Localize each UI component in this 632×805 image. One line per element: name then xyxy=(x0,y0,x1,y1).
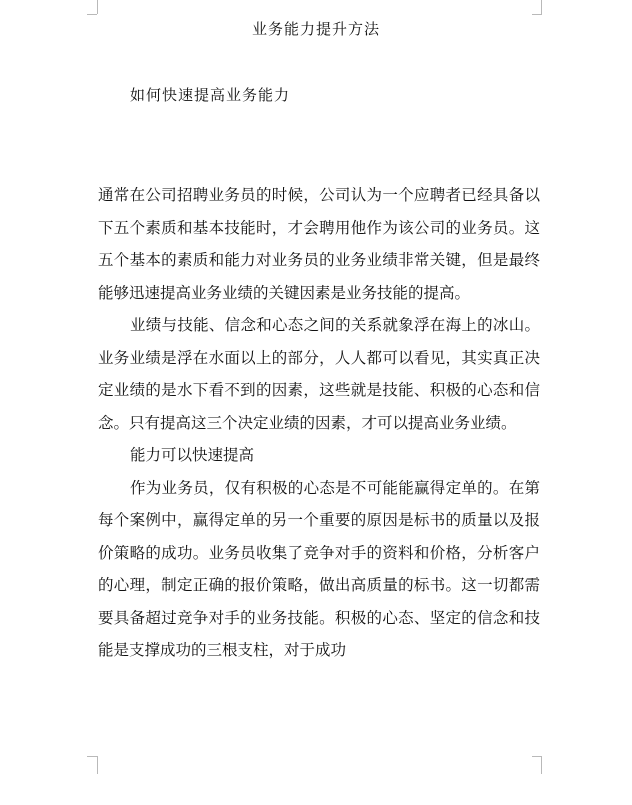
document-subtitle: 如何快速提高业务能力 xyxy=(130,86,291,104)
page-corner-mark xyxy=(532,14,542,15)
paragraph: 通常在公司招聘业务员的时候，公司认为一个应聘者已经具备以下五个素质和基本技能时，才会聘用他作为该公司的业务员。这五个基本的素质和能力对业务员的业务业绩非常关键，但是最终能够迅速提高业务业绩的关键因素是业务技能的提高。 xyxy=(98,186,540,302)
page-corner-mark xyxy=(87,756,97,757)
document-title: 业务能力提升方法 xyxy=(251,20,380,38)
page-corner-mark xyxy=(532,756,542,757)
page-corner-mark xyxy=(87,756,98,774)
document-body xyxy=(98,179,540,667)
page-corner-mark xyxy=(541,756,552,774)
page-corner-mark xyxy=(87,0,98,14)
paragraph: 作为业务员，仅有积极的心态是不可能能赢得定单的。在第每个案例中，赢得定单的另一个重要的原因是标书的质量以及报价策略的成功。业务员收集了竞争对手的资料和价格，分析客户的心理，制定正确的报价策略，做出高质量的标书。这一切都需要具备超过竞争对手的业务技能。积极的心态、坚定的信念和技能是支撑成功的三根支柱，对于成功 xyxy=(98,478,540,659)
section-heading: 能力可以快速提高 xyxy=(130,446,255,464)
page-corner-mark xyxy=(87,14,97,15)
paragraph: 业绩与技能、信念和心态之间的关系就象浮在海上的冰山。业务业绩是浮在水面以上的部分，人人都可以看见，其实真正决定业绩的是水下看不到的因素，这些就是技能、积极的心态和信念。只有提高这三个决定业绩的因素，才可以提高业务业绩。 xyxy=(98,316,540,432)
page-corner-mark xyxy=(541,0,552,14)
